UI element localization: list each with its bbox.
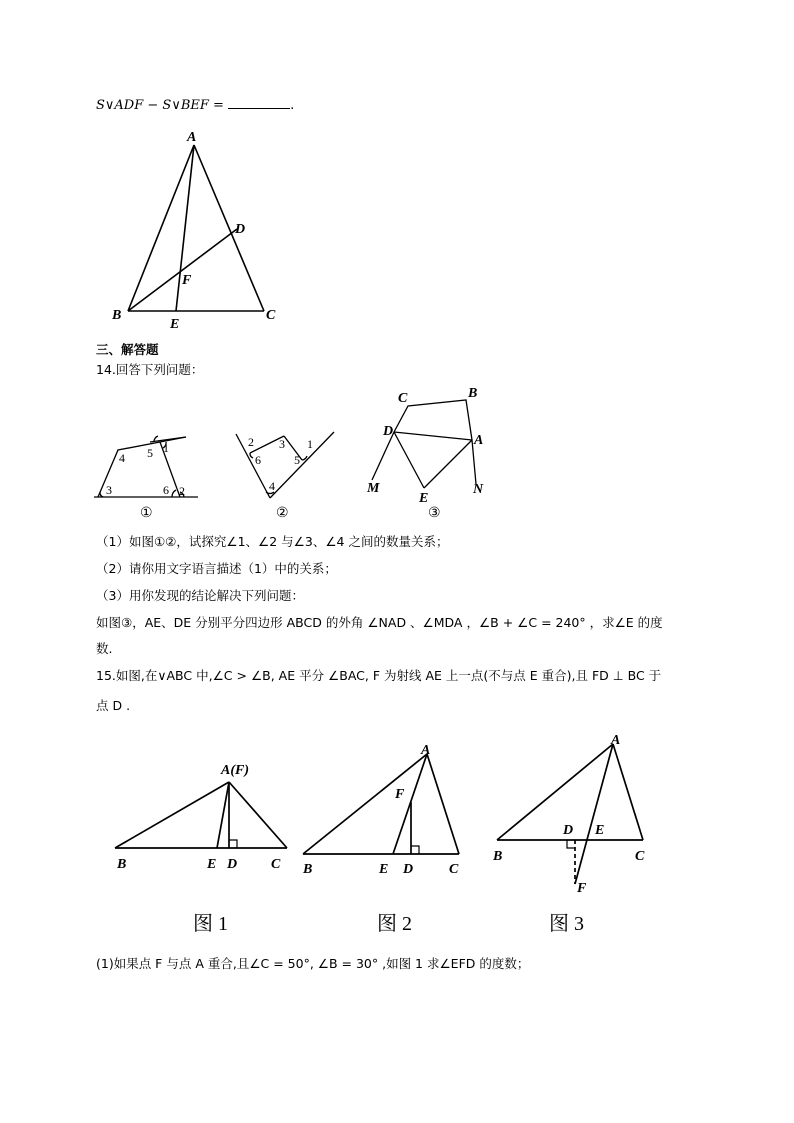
area-difference-formula — [96, 96, 294, 115]
q15-fig3-label-a: A — [611, 733, 621, 748]
fig1-num-6: 6 — [163, 483, 169, 497]
q15-fig1-label-d: D — [227, 857, 238, 872]
q15-fig3-label-e: E — [595, 823, 605, 838]
fig1-num-2: 2 — [179, 484, 185, 498]
q15-fig2-label-b: B — [303, 862, 313, 877]
label-a: A — [187, 130, 197, 145]
q15-fig3-label-d: D — [563, 823, 574, 838]
q14-part3-body-line2: 数. — [96, 641, 113, 656]
fig3-label-b: B — [468, 386, 478, 401]
fig1-num-5: 5 — [147, 446, 153, 460]
q15-stem-line1: 15.如图,在∨ABC 中,∠C > ∠B, AE 平分 ∠BAC, F 为射线 AE 上一点(不与点 E 重合),且 FD ⊥ BC 于 — [96, 668, 662, 683]
label-c: C — [266, 308, 276, 323]
section-heading: 三、解答题 — [96, 342, 159, 357]
q14-part1: （1）如图①②，试探究∠1、∠2 与∠3、∠4 之间的数量关系； — [96, 534, 449, 549]
q15-fig2-caption: 图 2 — [377, 913, 412, 935]
q15-fig1-label-b: B — [117, 857, 127, 872]
fig3-label-n: N — [473, 482, 484, 497]
side-ac — [194, 145, 264, 311]
q14-figures — [90, 380, 510, 522]
q15-figure-3 — [492, 733, 645, 935]
label-e: E — [170, 317, 180, 332]
fig1-num-1: 1 — [163, 441, 169, 455]
fig3-label-e: E — [419, 491, 429, 506]
fig2-caption: ② — [276, 506, 289, 521]
q14-stem: 14.回答下列问题： — [96, 362, 204, 377]
q14-figure-2 — [236, 432, 334, 521]
fig1-caption: ① — [140, 506, 153, 521]
triangle-abc-figure — [100, 125, 290, 335]
q15-fig2-label-f: F — [395, 787, 405, 802]
fig2-num-6: 6 — [255, 453, 261, 467]
q14-figure-3 — [366, 386, 484, 521]
q15-fig1-label-c: C — [271, 857, 281, 872]
q15-fig2-label-e: E — [379, 862, 389, 877]
q15-fig3-label-c: C — [635, 849, 645, 864]
q15-stem-line2: 点 D . — [96, 698, 131, 713]
fig2-num-3: 3 — [279, 437, 285, 451]
q15-figures — [105, 730, 665, 940]
answer-blank — [228, 96, 290, 109]
q14-part3: （3）用你发现的结论解决下列问题： — [96, 588, 304, 603]
label-d: D — [235, 222, 246, 237]
fig1-num-3: 3 — [106, 483, 112, 497]
fig3-label-c: C — [398, 391, 408, 406]
label-f: F — [182, 273, 192, 288]
q15-fig3-label-b: B — [493, 849, 503, 864]
q15-figure-1 — [115, 763, 287, 935]
fig2-num-4: 4 — [269, 479, 275, 493]
q15-fig1-label-e: E — [207, 857, 217, 872]
fig2-num-5: 5 — [294, 453, 300, 467]
q15-fig3-label-f: F — [577, 881, 587, 896]
q15-fig2-label-d: D — [403, 862, 414, 877]
q15-fig1-caption: 图 1 — [193, 913, 228, 935]
fig1-num-4: 4 — [119, 451, 125, 465]
q14-part2: （2）请你用文字语言描述（1）中的关系； — [96, 561, 337, 576]
label-b: B — [112, 308, 122, 323]
fig3-label-m: M — [367, 481, 380, 496]
q15-figure-2 — [302, 743, 459, 935]
fig3-label-a: A — [474, 433, 484, 448]
q15-fig2-label-c: C — [449, 862, 459, 877]
fig3-caption: ③ — [428, 506, 441, 521]
q15-fig3-caption: 图 3 — [549, 913, 584, 935]
formula-end: . — [290, 98, 295, 113]
q15-fig1-label-af: A(F) — [221, 763, 249, 778]
fig2-num-1: 1 — [307, 437, 313, 451]
q15-part1: (1)如果点 F 与点 A 重合,且∠C = 50°, ∠B = 30° ,如图 1 求∠EFD 的度数； — [96, 956, 530, 971]
fig2-num-2: 2 — [248, 435, 254, 449]
fig3-label-d: D — [383, 424, 394, 439]
formula-text: S∨ADF − S∨BEF = — [96, 98, 229, 113]
q14-part3-body-line1: 如图③，AE、DE 分别平分四边形 ABCD 的外角 ∠NAD 、∠MDA ，∠B + ∠C = 240° ，求∠E 的度 — [96, 615, 663, 630]
q14-figure-1 — [94, 436, 198, 521]
q15-fig2-label-a: A — [421, 743, 431, 758]
